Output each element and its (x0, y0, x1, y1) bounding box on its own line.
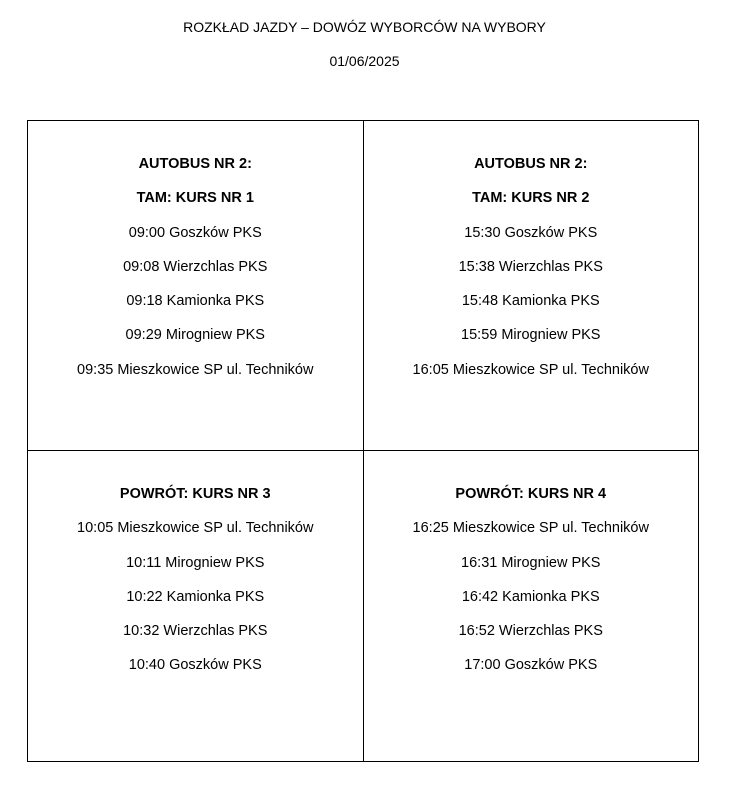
timetable-cell-course-3 (28, 451, 364, 762)
stop-entry: 15:38 Wierzchlas PKS (458, 258, 603, 275)
stop-entry: 16:05 Mieszkowice SP ul. Techników (412, 361, 649, 378)
stop-entry: 10:22 Kamionka PKS (126, 588, 265, 605)
stop-entry: 16:25 Mieszkowice SP ul. Techników (412, 520, 649, 537)
bus-label: AUTOBUS NR 2: (474, 156, 588, 172)
timetable-cell-course-1 (28, 121, 364, 451)
stop-entry: 09:29 Mirogniew PKS (125, 327, 265, 344)
course-label: TAM: KURS NR 1 (136, 190, 254, 207)
document-title: ROZKŁAD JAZDY – DOWÓZ WYBORCÓW NA WYBORY (183, 19, 546, 35)
timetable-row-outbound (28, 121, 699, 451)
stop-entry: 15:48 Kamionka PKS (461, 293, 600, 310)
stop-entry: 10:05 Mieszkowice SP ul. Techników (77, 520, 314, 537)
bus-label: AUTOBUS NR 2: (138, 156, 252, 172)
stop-entry: 09:00 Goszków PKS (128, 224, 262, 241)
timetable-row-return (28, 451, 699, 762)
timetable (27, 120, 699, 762)
stop-entry: 09:08 Wierzchlas PKS (123, 258, 268, 275)
stop-entry: 10:40 Goszków PKS (128, 657, 262, 674)
timetable-cell-course-4 (363, 451, 699, 762)
course-label: TAM: KURS NR 2 (472, 190, 590, 207)
stop-entry: 16:52 Wierzchlas PKS (458, 623, 603, 640)
course-label: POWRÓT: KURS NR 3 (119, 486, 271, 502)
stop-entry: 17:00 Goszków PKS (464, 657, 598, 674)
stop-entry: 09:35 Mieszkowice SP ul. Techników (77, 361, 314, 378)
stop-entry: 10:32 Wierzchlas PKS (123, 623, 268, 640)
document-date: 01/06/2025 (329, 53, 400, 69)
stop-entry: 15:30 Goszków PKS (464, 224, 598, 241)
stop-entry: 09:18 Kamionka PKS (126, 293, 265, 310)
timetable-cell-course-2 (363, 121, 699, 451)
course-label: POWRÓT: KURS NR 4 (455, 486, 607, 502)
stop-entry: 16:31 Mirogniew PKS (461, 554, 601, 571)
stop-entry: 15:59 Mirogniew PKS (461, 327, 601, 344)
stop-entry: 16:42 Kamionka PKS (461, 588, 600, 605)
stop-entry: 10:11 Mirogniew PKS (126, 554, 265, 571)
